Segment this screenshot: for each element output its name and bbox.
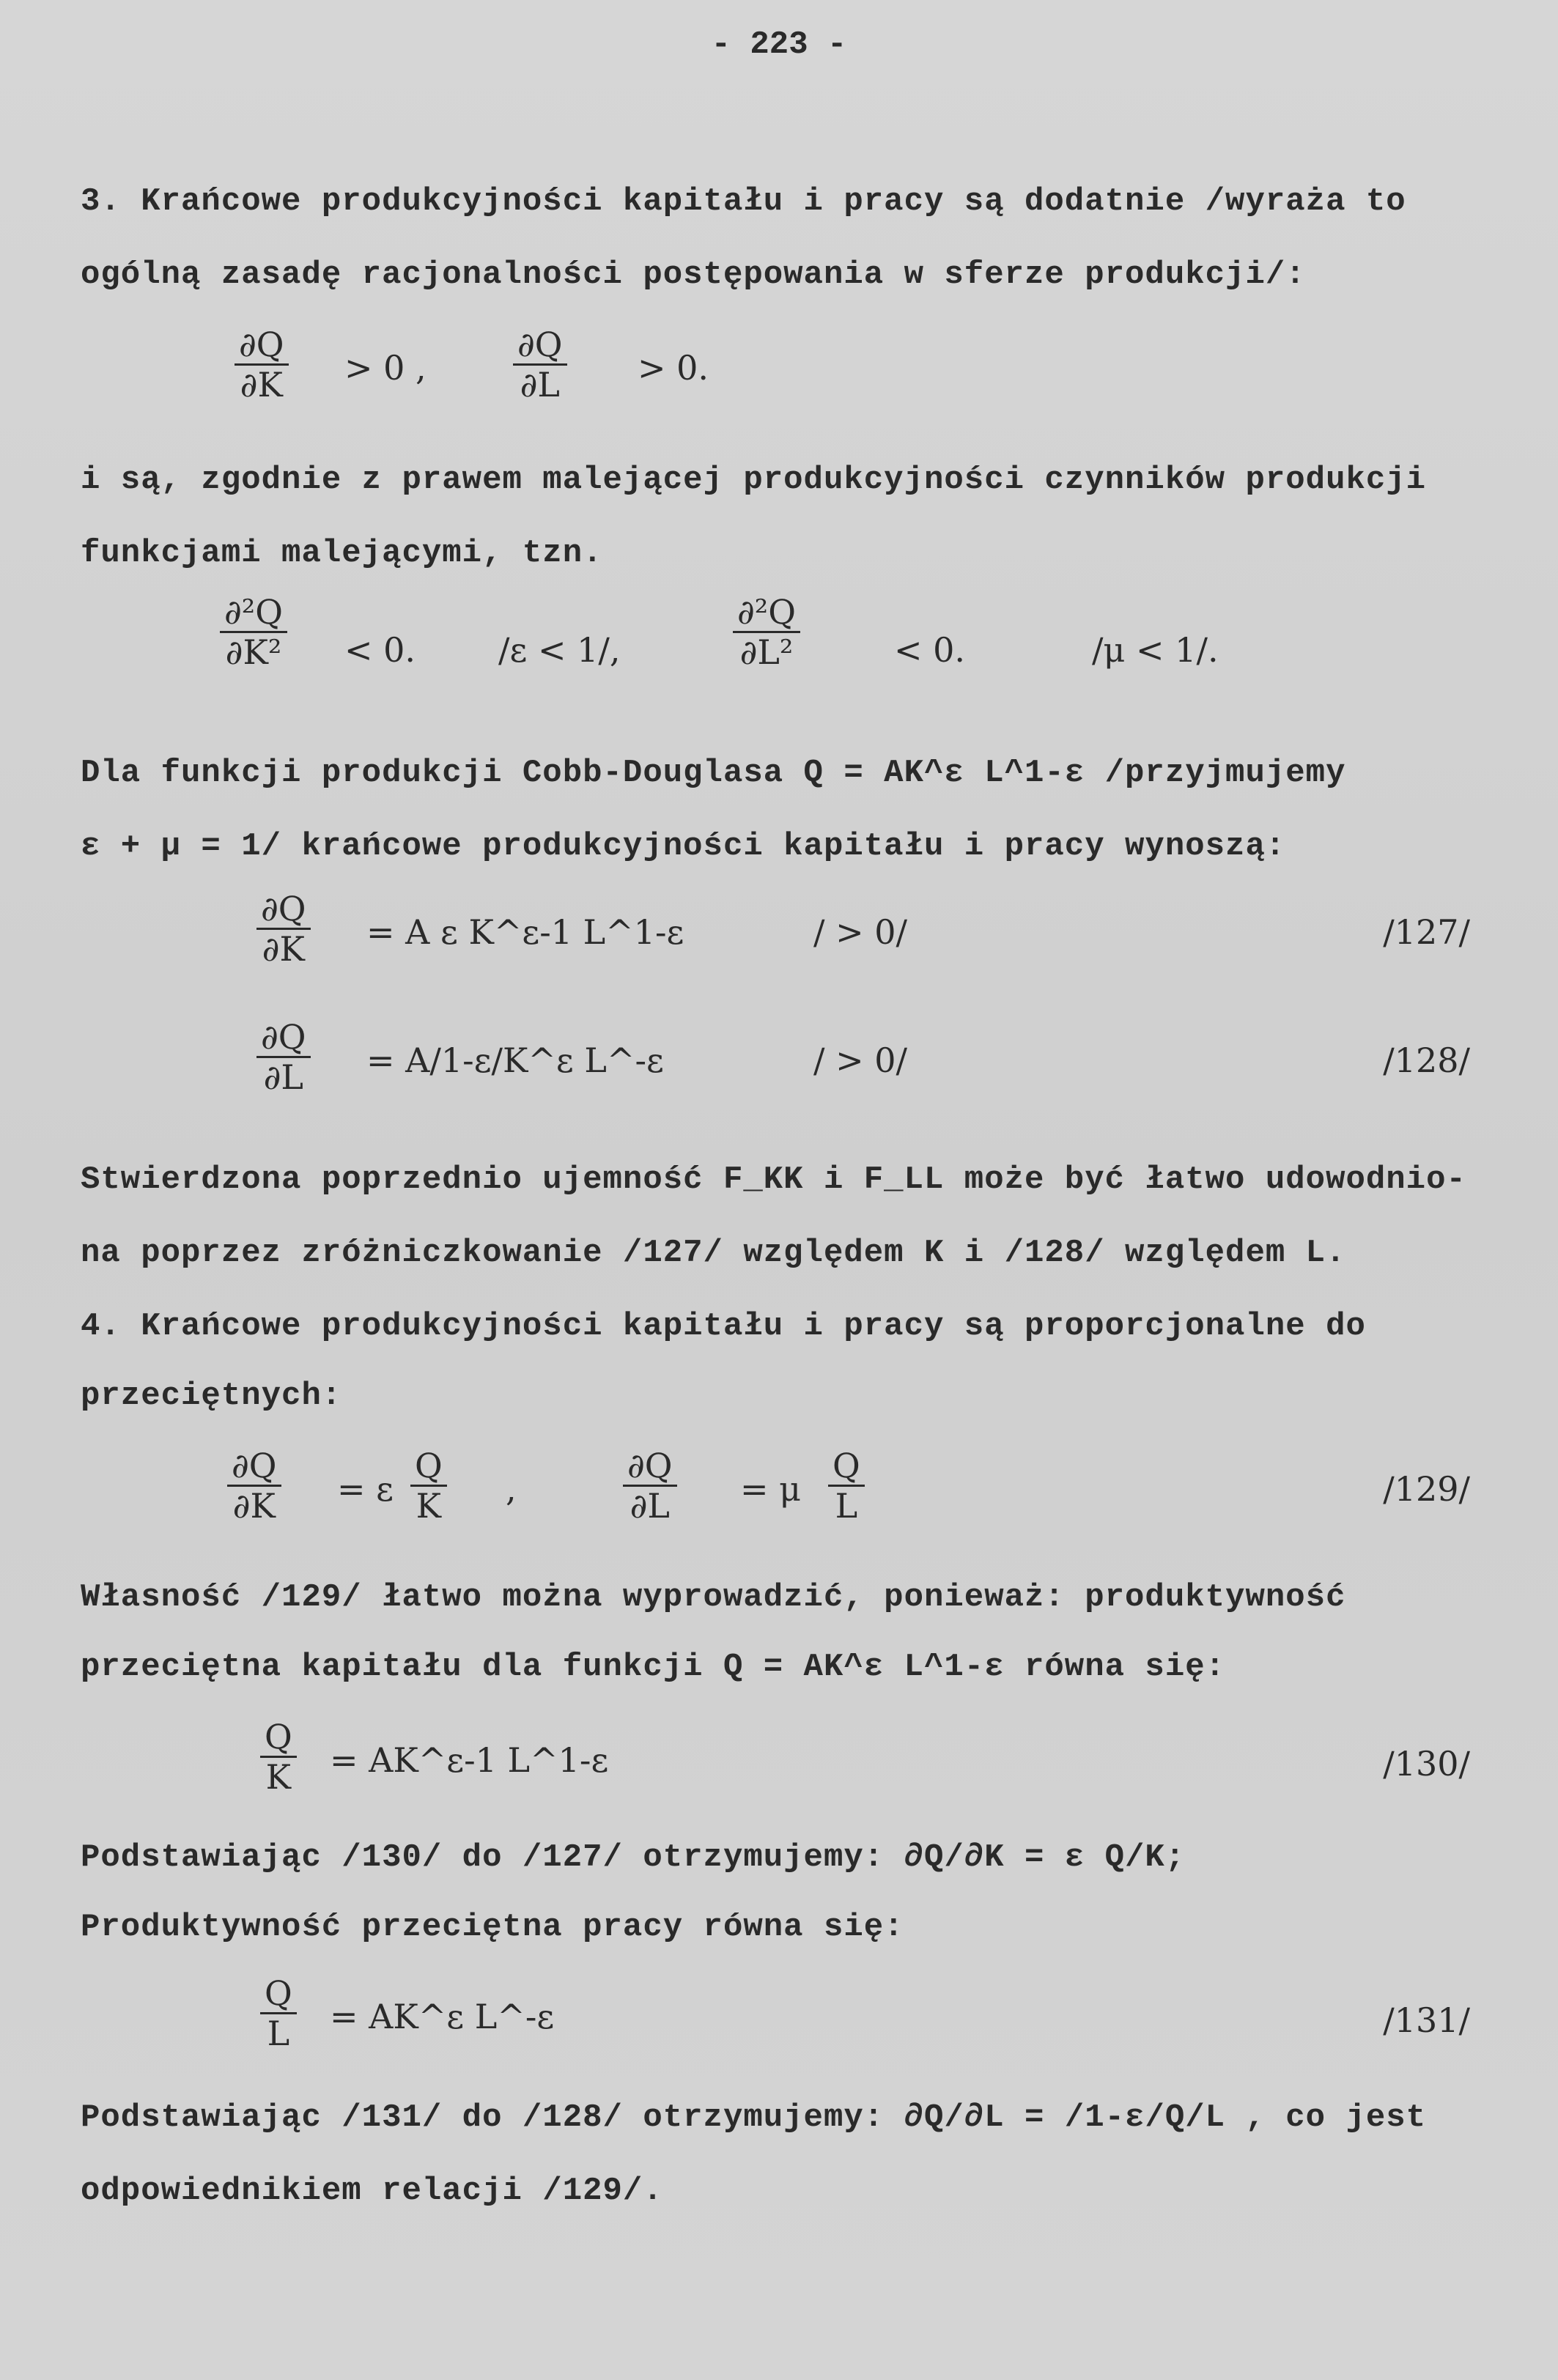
fraction-d2q-dl2 bbox=[733, 594, 800, 671]
denominator: L bbox=[267, 2013, 290, 2053]
fraction-eq129-b bbox=[623, 1447, 677, 1525]
equation-number: /129/ bbox=[1383, 1469, 1470, 1509]
equation-rhs: = A/1-ε/K^ε L^-ε bbox=[366, 1041, 664, 1080]
fraction-eq127 bbox=[256, 890, 311, 968]
relation: < 0. bbox=[344, 630, 416, 670]
denominator: ∂K bbox=[262, 928, 305, 969]
fraction-d2q-dk2 bbox=[220, 594, 287, 671]
numerator: ∂Q bbox=[513, 326, 567, 366]
equals-mu: = μ bbox=[740, 1469, 802, 1509]
equation-number: /131/ bbox=[1383, 2000, 1470, 2040]
paragraph-substitution-130-line-1: Podstawiając /130/ do /127/ otrzymujemy: ∂Q/∂K = ε Q/K; bbox=[81, 1839, 1186, 1876]
numerator: ∂Q bbox=[235, 326, 289, 366]
fraction-eq128 bbox=[256, 1019, 311, 1096]
condition: / > 0/ bbox=[813, 1041, 908, 1080]
separator: , bbox=[506, 1469, 517, 1509]
denominator: L bbox=[835, 1485, 858, 1526]
numerator: ∂Q bbox=[256, 890, 311, 930]
fraction-dq-dk bbox=[235, 326, 289, 404]
paragraph-substitution-130-line-2: Produktywność przeciętna pracy równa się: bbox=[81, 1909, 904, 1945]
fraction-eq131 bbox=[260, 1975, 297, 2052]
fraction-dq-dl bbox=[513, 326, 567, 404]
paragraph-property-line-2: przeciętna kapitału dla funkcji Q = AK^ε L^1-ε równa się: bbox=[81, 1649, 1226, 1685]
relation: > 0. bbox=[638, 348, 709, 388]
paragraph-decreasing-line-1: i są, zgodnie z prawem malejącej produkcyjności czynników produkcji bbox=[81, 462, 1427, 498]
fraction-eq130 bbox=[260, 1718, 297, 1796]
numerator: ∂²Q bbox=[220, 594, 287, 633]
numerator: ∂Q bbox=[256, 1019, 311, 1058]
relation: < 0. bbox=[894, 630, 966, 670]
condition: / > 0/ bbox=[813, 912, 908, 952]
paragraph-property-line-1: Własność /129/ łatwo można wyprowadzić, ponieważ: produktywność bbox=[81, 1579, 1346, 1616]
denominator: K bbox=[416, 1485, 442, 1526]
paragraph-decreasing-line-2: funkcjami malejącymi, tzn. bbox=[81, 535, 603, 572]
paragraph-3-line-1: 3. Krańcowe produkcyjności kapitału i pracy są dodatnie /wyraża to bbox=[81, 183, 1406, 220]
page-number: - 223 - bbox=[711, 26, 847, 63]
numerator: Q bbox=[260, 1975, 297, 2014]
numerator: Q bbox=[410, 1447, 447, 1487]
equation-rhs: = AK^ε L^-ε bbox=[330, 1997, 555, 2036]
numerator: ∂²Q bbox=[733, 594, 800, 633]
denominator: ∂L bbox=[520, 364, 560, 404]
equation-number: /130/ bbox=[1383, 1744, 1470, 1784]
paragraph-proof-line-2: na poprzez zróżniczkowanie /127/ względem K i /128/ względem L. bbox=[81, 1235, 1346, 1271]
numerator: ∂Q bbox=[623, 1447, 677, 1487]
numerator: ∂Q bbox=[227, 1447, 281, 1487]
fraction-q-l bbox=[828, 1447, 865, 1525]
denominator: ∂L² bbox=[739, 632, 794, 672]
condition: /μ < 1/. bbox=[1092, 630, 1219, 670]
fraction-eq129-a bbox=[227, 1447, 281, 1525]
equation-number: /127/ bbox=[1383, 912, 1470, 952]
numerator: Q bbox=[260, 1718, 297, 1758]
denominator: K bbox=[265, 1756, 292, 1797]
numerator: Q bbox=[828, 1447, 865, 1487]
denominator: ∂K bbox=[232, 1485, 276, 1526]
paragraph-proof-line-1: Stwierdzona poprzednio ujemność F_KK i F_LL może być łatwo udowodnio- bbox=[81, 1161, 1466, 1198]
paragraph-cobb-douglas-line-2: ε + μ = 1/ krańcowe produkcyjności kapitału i pracy wynoszą: bbox=[81, 828, 1286, 865]
relation: > 0 , bbox=[344, 348, 427, 388]
equation-rhs: = AK^ε-1 L^1-ε bbox=[330, 1740, 609, 1780]
condition: /ε < 1/, bbox=[498, 630, 621, 670]
equation-number: /128/ bbox=[1383, 1041, 1470, 1080]
denominator: ∂K² bbox=[225, 632, 282, 672]
paragraph-substitution-131-line-1: Podstawiając /131/ do /128/ otrzymujemy: ∂Q/∂L = /1-ε/Q/L , co jest bbox=[81, 2099, 1427, 2136]
paragraph-cobb-douglas-line-1: Dla funkcji produkcji Cobb-Douglasa Q = AK^ε L^1-ε /przyjmujemy bbox=[81, 755, 1346, 791]
paragraph-4-line-1: 4. Krańcowe produkcyjności kapitału i pracy są proporcjonalne do bbox=[81, 1308, 1366, 1345]
denominator: ∂L bbox=[263, 1057, 303, 1097]
paragraph-3-line-2: ogólną zasadę racjonalności postępowania w sferze produkcji/: bbox=[81, 256, 1306, 293]
fraction-q-k bbox=[410, 1447, 447, 1525]
equals-epsilon: = ε bbox=[337, 1469, 394, 1509]
paragraph-4-line-2: przeciętnych: bbox=[81, 1378, 342, 1414]
denominator: ∂K bbox=[240, 364, 283, 404]
equation-rhs: = A ε K^ε-1 L^1-ε bbox=[366, 912, 684, 952]
paragraph-substitution-131-line-2: odpowiednikiem relacji /129/. bbox=[81, 2173, 663, 2209]
denominator: ∂L bbox=[630, 1485, 670, 1526]
